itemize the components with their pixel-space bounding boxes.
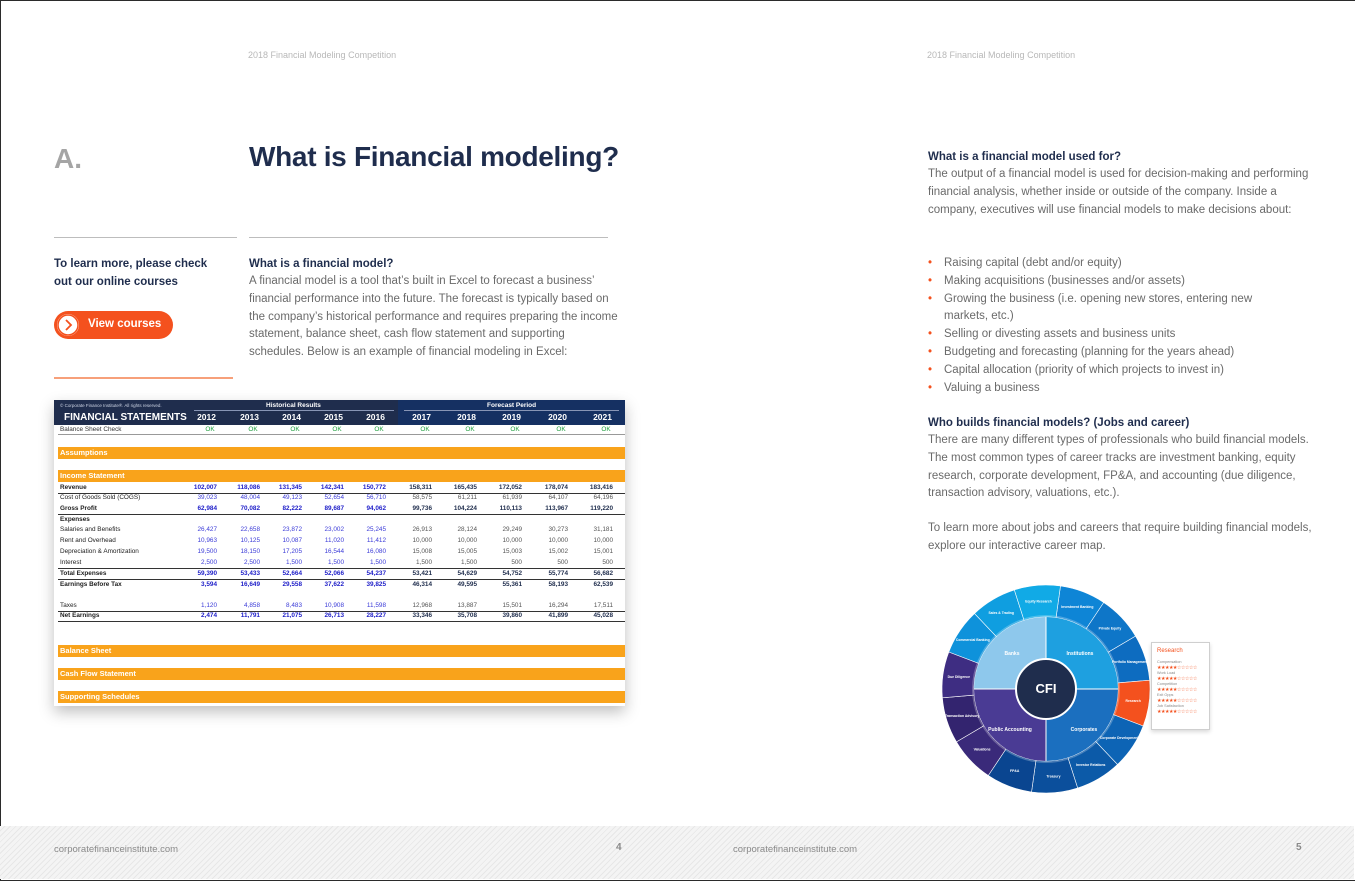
used-for-heading: What is a financial model used for? <box>928 151 1121 163</box>
supporting-schedules-bar: Supporting Schedules <box>58 691 625 703</box>
table-cell: 37,622 <box>324 581 344 588</box>
sheet-title: FINANCIAL STATEMENTS <box>64 412 187 423</box>
table-cell: 49,595 <box>457 581 477 588</box>
table-cell: 16,080 <box>366 548 386 555</box>
table-cell: 70,082 <box>240 505 260 512</box>
table-cell: 158,311 <box>409 484 432 491</box>
career-segment-label: Private Equity <box>1098 626 1122 631</box>
table-cell: 39,825 <box>366 581 386 588</box>
table-cell: 2,500 <box>201 559 217 566</box>
table-cell: 56,710 <box>366 494 386 501</box>
rating-stars-icon: ★★★★★☆☆☆☆☆ <box>1157 687 1197 693</box>
page-title: What is Financial modeling? <box>249 141 619 172</box>
used-for-text: The output of a financial model is used for decision-making and performing financial analysis, whether inside or outside of the company. Inside a company, executives will use financial models to make decisions about: <box>928 168 1309 216</box>
table-cell: 25,245 <box>366 526 386 533</box>
check-value: OK <box>248 426 258 433</box>
table-cell: 64,196 <box>593 494 613 501</box>
table-cell: 118,086 <box>237 484 260 491</box>
table-cell: 11,598 <box>366 602 386 609</box>
balance-sheet-bar: Balance Sheet <box>58 645 625 657</box>
assumptions-bar: Assumptions <box>58 447 625 459</box>
use-cases-list <box>928 255 1288 397</box>
table-cell: 54,237 <box>366 570 386 577</box>
cash-flow-bar: Cash Flow Statement <box>58 668 625 680</box>
table-cell: 82,222 <box>282 505 302 512</box>
check-value: OK <box>290 426 300 433</box>
row-label: Net Earnings <box>60 612 100 619</box>
page-number-left: 4 <box>616 842 622 853</box>
check-value: OK <box>465 426 475 433</box>
table-cell: 26,713 <box>324 612 344 619</box>
table-cell: 26,913 <box>412 526 432 533</box>
bullet-item <box>928 326 1288 344</box>
table-cell: 53,421 <box>412 570 432 577</box>
table-cell: 15,001 <box>593 548 613 555</box>
career-segment-label: Investor Relations <box>1076 762 1106 767</box>
table-cell: 64,107 <box>548 494 568 501</box>
check-value: OK <box>556 426 566 433</box>
table-cell: 10,000 <box>593 537 613 544</box>
table-cell: 500 <box>557 559 568 566</box>
table-cell: 13,887 <box>457 602 477 609</box>
career-segment-label: Sales & Trading <box>988 611 1014 616</box>
career-segment-label: Research <box>1125 699 1141 704</box>
table-cell: 52,664 <box>282 570 302 577</box>
bullet-item <box>928 291 1288 327</box>
bullet-text: Raising capital (debt and/or equity) <box>944 257 1122 269</box>
check-value: OK <box>205 426 215 433</box>
table-cell: 10,000 <box>412 537 432 544</box>
table-cell: 183,416 <box>589 484 613 491</box>
table-cell: 131,345 <box>278 484 302 491</box>
table-cell: 16,544 <box>324 548 344 555</box>
career-segment-label: Portfolio Management <box>1112 660 1148 665</box>
table-cell: 500 <box>602 559 613 566</box>
table-cell: 62,984 <box>197 505 217 512</box>
table-cell: 54,752 <box>502 570 522 577</box>
table-cell: 8,483 <box>286 602 302 609</box>
table-cell: 28,227 <box>366 612 386 619</box>
bullet-dot-icon: • <box>928 274 933 287</box>
table-cell: 22,658 <box>240 526 260 533</box>
income-statement-bar: Income Statement <box>58 470 625 482</box>
bullet-dot-icon: • <box>928 257 933 269</box>
row-label: Depreciation & Amortization <box>60 548 139 555</box>
table-cell: 10,908 <box>324 602 344 609</box>
row-label: Taxes <box>60 602 77 609</box>
rating-stars-icon: ★★★★★☆☆☆☆☆ <box>1157 665 1197 671</box>
table-cell: 142,341 <box>320 484 344 491</box>
table-cell: 4,858 <box>244 602 260 609</box>
card-item-label: Competition <box>1157 682 1178 686</box>
forecast-label: Forecast Period <box>487 402 537 409</box>
career-map-text: To learn more about jobs and careers that require building financial models, explore our interactive career map. <box>928 522 1312 552</box>
card-item-label: Exit Opps <box>1157 693 1174 697</box>
chevron-right-icon <box>57 314 79 336</box>
table-cell: 150,772 <box>362 484 386 491</box>
table-cell: 58,193 <box>548 581 568 588</box>
table-cell: 46,314 <box>412 581 432 588</box>
bullet-text: Growing the business (i.e. opening new stores, entering new markets, etc.) <box>944 292 1253 323</box>
table-cell: 52,066 <box>324 570 344 577</box>
table-cell: 17,511 <box>593 602 613 609</box>
running-header-right: 2018 Financial Modeling Competition <box>927 50 1076 60</box>
table-cell: 53,433 <box>240 570 260 577</box>
who-builds-heading: Who builds financial models? (Jobs and career) <box>928 417 1190 429</box>
table-cell: 45,028 <box>593 612 613 619</box>
table-cell: 29,558 <box>282 581 302 588</box>
card-item-label: Compensation <box>1157 660 1182 664</box>
career-segment-label: FP&A <box>1010 769 1020 774</box>
table-cell: 29,249 <box>502 526 522 533</box>
running-header-left: 2018 Financial Modeling Competition <box>248 50 397 60</box>
table-cell: 15,008 <box>412 548 432 555</box>
row-rule <box>58 621 625 622</box>
table-cell: 55,361 <box>502 581 522 588</box>
table-cell: 10,963 <box>197 537 217 544</box>
row-label: Gross Profit <box>60 505 97 512</box>
table-cell: 12,968 <box>412 602 432 609</box>
bullet-item <box>928 362 1288 380</box>
bullet-text: Valuing a business <box>944 381 1040 394</box>
footer-url-right[interactable]: corporatefinanceinstitute.com <box>733 844 858 855</box>
row-label: Cost of Goods Sold (COGS) <box>60 494 141 501</box>
balance-check-label: Balance Sheet Check <box>60 426 122 433</box>
table-cell: 172,052 <box>498 484 522 491</box>
table-cell: 16,649 <box>240 581 260 588</box>
row-label: Revenue <box>60 484 87 491</box>
sheet-copyright: © Corporate Finance Institute®. All rights reserved. <box>60 403 162 408</box>
table-cell: 2,474 <box>201 612 217 619</box>
table-cell: 56,682 <box>593 570 613 577</box>
bullet-text: Making acquisitions (businesses and/or assets) <box>944 274 1185 287</box>
table-cell: 58,575 <box>412 494 432 501</box>
view-courses-label: View courses <box>88 318 162 330</box>
bullet-dot-icon: • <box>928 292 933 305</box>
intro-text: A financial model is a tool that’s built in Excel to forecast a business’ financial performance into the future. The forecast is typically based on the company’s historical performance and requires preparing the income statement, balance sheet, cash flow statement and supporting schedules. Below is an example of financial modeling in Excel: <box>249 275 618 359</box>
bullet-item <box>928 273 1288 291</box>
bullet-text: Capital allocation (priority of which projects to invest in) <box>944 363 1224 376</box>
table-cell: 11,412 <box>366 537 386 544</box>
inner-segment-label: Corporates <box>1070 727 1098 733</box>
table-cell: 17,205 <box>282 548 302 555</box>
table-cell: 35,708 <box>457 612 477 619</box>
bullet-text: Selling or divesting assets and business units <box>944 328 1176 341</box>
footer <box>0 826 1354 879</box>
table-cell: 165,435 <box>453 484 477 491</box>
row-label: Expenses <box>60 516 90 523</box>
table-cell: 39,023 <box>197 494 217 501</box>
bullet-dot-icon: • <box>928 381 933 394</box>
row-rule <box>58 568 625 569</box>
table-cell: 61,211 <box>457 494 477 501</box>
rating-stars-icon: ★★★★★☆☆☆☆☆ <box>1157 676 1197 682</box>
check-value: OK <box>374 426 384 433</box>
career-segment-label: Corporate Development <box>1099 735 1139 740</box>
career-segment-label: Due Diligence <box>947 674 971 679</box>
cfi-logo: CFI <box>1035 681 1057 696</box>
historical-label: Historical Results <box>266 402 321 409</box>
card-item-label: Job Satisfaction <box>1157 704 1184 708</box>
row-label: Salaries and Benefits <box>60 526 121 533</box>
career-segment-label: Investment Banking <box>1061 604 1094 609</box>
table-cell: 15,501 <box>502 602 522 609</box>
career-segment-label: Transaction Advisory <box>944 713 980 718</box>
divider-main <box>249 237 608 238</box>
inner-segment-label: Banks <box>1004 651 1020 657</box>
career-detail-card[interactable] <box>1151 642 1210 730</box>
cta-text: To learn more, please check out our online courses <box>54 258 208 288</box>
table-cell: 1,500 <box>416 559 432 566</box>
check-value: OK <box>332 426 342 433</box>
table-cell: 10,125 <box>240 537 260 544</box>
financial-statements-spreadsheet <box>54 400 625 706</box>
check-value: OK <box>601 426 611 433</box>
card-item-label: Work Load <box>1157 671 1176 675</box>
table-cell: 89,687 <box>324 505 344 512</box>
inner-segment-label: Institutions <box>1066 651 1094 657</box>
table-cell: 59,390 <box>197 570 217 577</box>
table-cell: 52,654 <box>324 494 344 501</box>
table-cell: 28,124 <box>457 526 477 533</box>
table-cell: 2,500 <box>244 559 260 566</box>
table-cell: 1,120 <box>201 602 217 609</box>
career-segment-label: Equity Research <box>1025 599 1052 604</box>
bullet-item <box>928 380 1288 398</box>
section-letter: A. <box>54 143 82 174</box>
check-value: OK <box>420 426 430 433</box>
rating-stars-icon: ★★★★★☆☆☆☆☆ <box>1157 698 1197 704</box>
table-cell: 10,000 <box>548 537 568 544</box>
table-cell: 1,500 <box>286 559 302 566</box>
table-cell: 62,539 <box>593 581 613 588</box>
who-builds-text: There are many different types of professionals who build financial models. The most common types of career tracks are investment banking, equity research, corporate development, FP&A, and accounting (due diligence, transaction advisory, valuations, etc.). <box>928 434 1309 500</box>
career-segment-label: Treasury <box>1046 774 1061 779</box>
bullet-item <box>928 255 1288 273</box>
table-cell: 10,000 <box>502 537 522 544</box>
table-cell: 61,939 <box>502 494 522 501</box>
bullet-dot-icon: • <box>928 363 933 376</box>
table-cell: 99,736 <box>412 505 432 512</box>
intro-heading: What is a financial model? <box>249 258 394 270</box>
check-value: OK <box>510 426 520 433</box>
table-cell: 104,224 <box>453 505 477 512</box>
table-cell: 15,002 <box>548 548 568 555</box>
career-segment-label: Commercial Banking <box>955 638 990 643</box>
table-cell: 11,020 <box>324 537 344 544</box>
row-label: Total Expenses <box>60 570 107 577</box>
bullet-item <box>928 344 1288 362</box>
table-cell: 23,872 <box>282 526 302 533</box>
table-cell: 10,000 <box>457 537 477 544</box>
table-cell: 23,002 <box>324 526 344 533</box>
table-cell: 39,860 <box>502 612 522 619</box>
career-map-wheel[interactable] <box>940 583 1152 795</box>
table-cell: 41,899 <box>548 612 568 619</box>
row-label: Rent and Overhead <box>60 537 116 544</box>
row-label: Interest <box>60 559 82 566</box>
table-cell: 119,220 <box>590 505 613 512</box>
footer-url-left[interactable]: corporatefinanceinstitute.com <box>54 844 179 855</box>
table-cell: 1,500 <box>461 559 477 566</box>
divider-left <box>54 237 237 238</box>
row-rule <box>58 514 625 515</box>
table-cell: 178,074 <box>544 484 568 491</box>
table-cell: 1,500 <box>370 559 386 566</box>
inner-segment-label: Public Accounting <box>988 727 1032 733</box>
table-cell: 3,594 <box>201 581 217 588</box>
table-cell: 500 <box>511 559 522 566</box>
table-cell: 16,294 <box>548 602 568 609</box>
table-cell: 15,005 <box>457 548 477 555</box>
row-label: Earnings Before Tax <box>60 581 122 588</box>
bullet-text: Budgeting and forecasting (planning for the years ahead) <box>944 345 1235 358</box>
rating-stars-icon: ★★★★★☆☆☆☆☆ <box>1157 709 1197 715</box>
table-cell: 31,181 <box>593 526 613 533</box>
table-cell: 18,150 <box>240 548 260 555</box>
table-cell: 54,629 <box>457 570 477 577</box>
table-cell: 26,427 <box>197 526 217 533</box>
table-cell: 48,004 <box>240 494 260 501</box>
table-cell: 113,967 <box>545 505 568 512</box>
page-number-right: 5 <box>1296 842 1302 853</box>
bullet-dot-icon: • <box>928 345 933 358</box>
table-cell: 49,123 <box>282 494 302 501</box>
table-cell: 33,346 <box>412 612 432 619</box>
bullet-dot-icon: • <box>928 328 933 341</box>
orange-divider <box>54 377 233 379</box>
card-title: Research <box>1157 648 1183 654</box>
table-cell: 30,273 <box>548 526 568 533</box>
table-cell: 94,062 <box>366 505 386 512</box>
table-cell: 1,500 <box>328 559 344 566</box>
table-cell: 10,087 <box>282 537 302 544</box>
table-cell: 15,003 <box>502 548 522 555</box>
table-cell: 55,774 <box>548 570 568 577</box>
row-rule <box>58 579 625 580</box>
table-cell: 102,007 <box>193 484 217 491</box>
table-cell: 110,113 <box>499 505 522 512</box>
table-cell: 19,500 <box>197 548 217 555</box>
career-segment-label: Valuations <box>973 747 991 752</box>
view-courses-button[interactable] <box>54 311 173 339</box>
table-cell: 11,791 <box>240 612 260 619</box>
table-cell: 21,075 <box>282 612 302 619</box>
